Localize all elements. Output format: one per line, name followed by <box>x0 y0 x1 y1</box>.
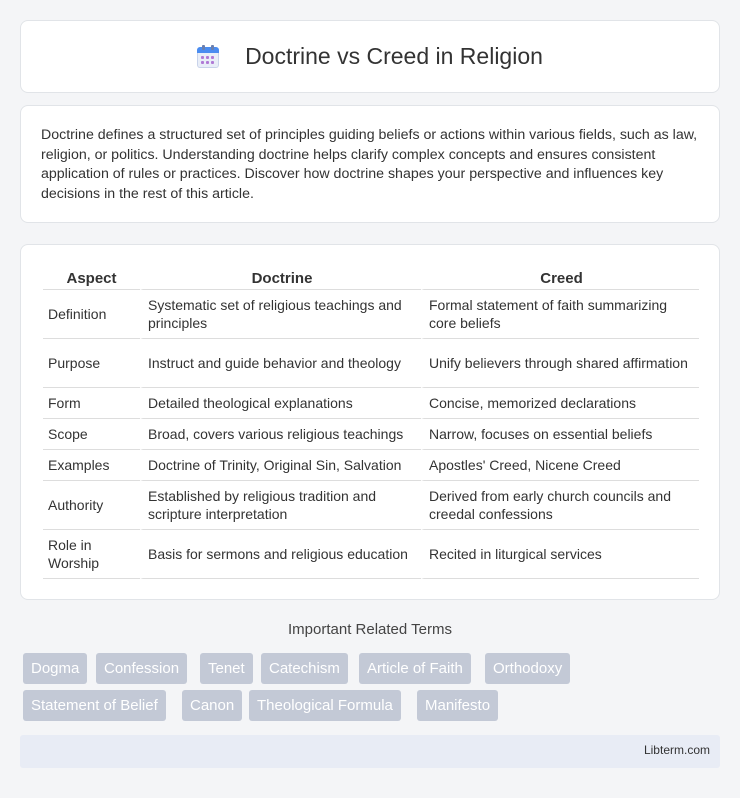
creed-cell: Concise, memorized declarations <box>421 388 699 419</box>
doctrine-cell: Detailed theological explanations <box>140 388 421 419</box>
term-tag-article-of-faith[interactable]: Article of Faith <box>359 653 471 684</box>
aspect-cell: Form <box>43 388 140 419</box>
term-tag-confession[interactable]: Confession <box>96 653 187 684</box>
column-header-creed: Creed <box>421 265 699 290</box>
table-row <box>43 481 699 530</box>
doctrine-cell: Basis for sermons and religious education <box>140 530 421 579</box>
doctrine-cell: Established by religious tradition and scripture interpretation <box>140 481 421 530</box>
creed-cell: Apostles' Creed, Nicene Creed <box>421 450 699 481</box>
aspect-cell: Definition <box>43 290 140 339</box>
header-card <box>20 20 720 93</box>
doctrine-cell: Instruct and guide behavior and theology <box>140 339 421 388</box>
intro-card <box>20 105 720 223</box>
creed-cell: Derived from early church councils and creedal confessions <box>421 481 699 530</box>
table-header-row <box>43 265 699 290</box>
comparison-table-card <box>20 244 720 600</box>
table-row <box>43 419 699 450</box>
footer-site-link[interactable]: Libterm.com <box>643 743 710 757</box>
term-tag-canon[interactable]: Canon <box>182 690 242 721</box>
table-row <box>43 450 699 481</box>
creed-cell: Formal statement of faith summarizing core beliefs <box>421 290 699 339</box>
aspect-cell: Examples <box>43 450 140 481</box>
calendar-icon <box>197 45 219 69</box>
aspect-cell: Scope <box>43 419 140 450</box>
footer <box>20 735 720 768</box>
term-tag-orthodoxy[interactable]: Orthodoxy <box>485 653 570 684</box>
term-tag-dogma[interactable]: Dogma <box>23 653 87 684</box>
table-row <box>43 388 699 419</box>
table-row <box>43 290 699 339</box>
aspect-cell: Purpose <box>43 339 140 388</box>
intro-text: Doctrine defines a structured set of principles guiding beliefs or actions within various fields, such as law, religion, or politics. Understanding doctrine helps clarify complex concepts and ensures consistent application of rules or practices. Discover how doctrine shapes your perspective and influences key decisions in the rest of this article. <box>41 127 698 202</box>
comparison-table <box>43 265 699 579</box>
term-tag-catechism[interactable]: Catechism <box>261 653 348 684</box>
column-header-aspect: Aspect <box>43 265 140 290</box>
term-tag-theological-formula[interactable]: Theological Formula <box>249 690 401 721</box>
aspect-cell: Authority <box>43 481 140 530</box>
page-title: Doctrine vs Creed in Religion <box>245 43 543 69</box>
creed-cell: Unify believers through shared affirmation <box>421 339 699 388</box>
aspect-cell: Role in Worship <box>43 530 140 579</box>
term-tag-manifesto[interactable]: Manifesto <box>417 690 498 721</box>
term-tag-statement-of-belief[interactable]: Statement of Belief <box>23 690 166 721</box>
related-terms-title: Important Related Terms <box>288 621 452 638</box>
table-row <box>43 530 699 579</box>
term-tag-tenet[interactable]: Tenet <box>200 653 253 684</box>
column-header-doctrine: Doctrine <box>140 265 421 290</box>
doctrine-cell: Systematic set of religious teachings and principles <box>140 290 421 339</box>
doctrine-cell: Broad, covers various religious teachings <box>140 419 421 450</box>
doctrine-cell: Doctrine of Trinity, Original Sin, Salvation <box>140 450 421 481</box>
creed-cell: Narrow, focuses on essential beliefs <box>421 419 699 450</box>
creed-cell: Recited in liturgical services <box>421 530 699 579</box>
table-row <box>43 339 699 388</box>
